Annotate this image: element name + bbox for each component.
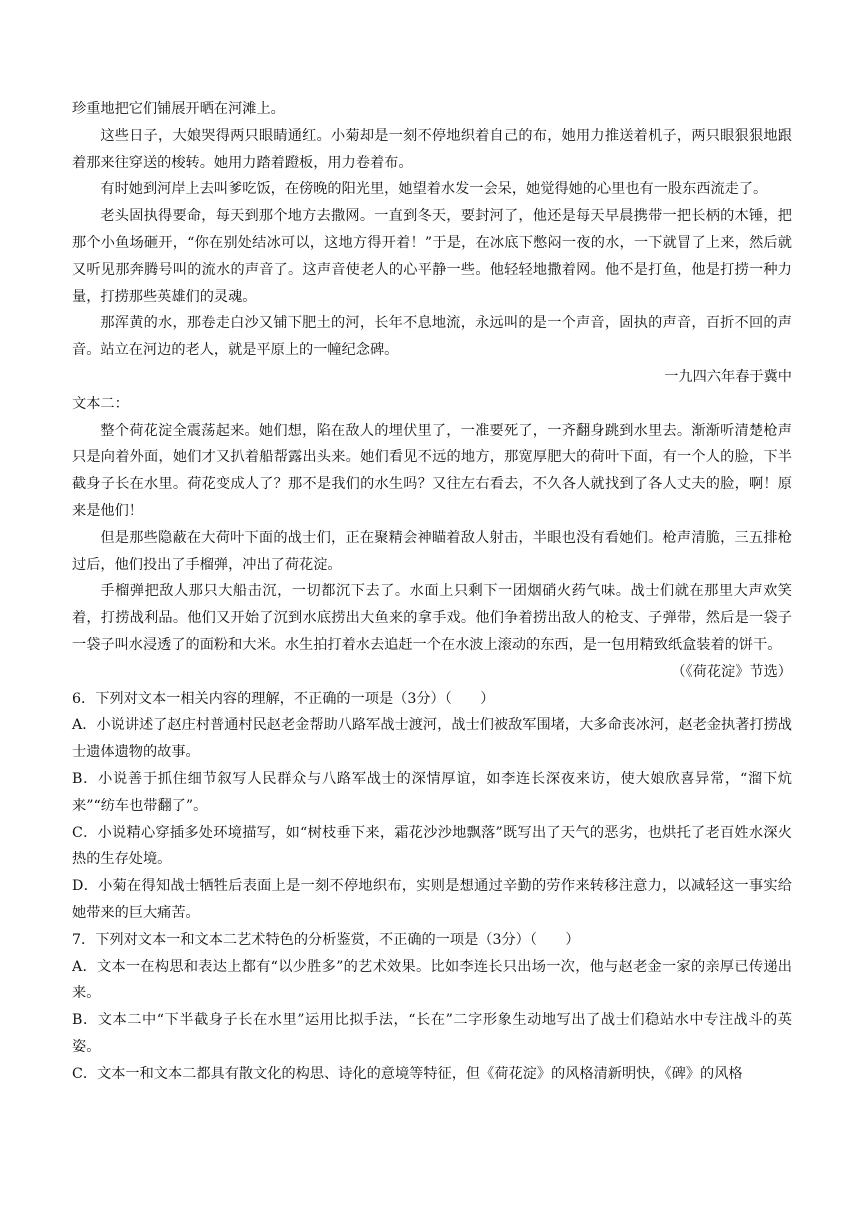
question-6-option-c: C．小说精心穿插多处环境描写，如“树枝垂下来，霜花沙沙地飘落”既写出了天气的恶劣，也烘托了老百姓水深火热的生存处境。 <box>72 824 792 868</box>
text1-paragraph-5: 那浑黄的水，那卷走白沙又铺下肥土的河，长年不息地流，永远叫的是一个声音，固执的声音，百折不回的声音。站立在河边的老人，就是平原上的一幢纪念碑。 <box>72 315 792 359</box>
text2-source: （《荷花淀》节选） <box>671 663 792 680</box>
text2-heading: 文本二： <box>72 395 129 412</box>
text2-paragraph-1: 整个荷花淀全震荡起来。她们想，陷在敌人的埋伏里了，一准要死了，一齐翻身跳到水里去。渐渐听清楚枪声只是向着外面，她们才又扒着船帮露出头来。她们看见不远的地方，那宽厚肥大的荷叶下面，有一个人的脸，下半截身子长在水里。荷花变成人了？那不是我们的水生吗？又往左右看去，不久各人就找到了各人丈夫的脸，啊！原来是他们！ <box>72 422 792 519</box>
question-7-stem: 7．下列对文本一和文本二艺术特色的分析鉴赏，不正确的一项是（3分）（ ） <box>72 931 580 948</box>
question-6-option-d: D．小菊在得知战士牺牲后表面上是一刻不停地织布，实则是想通过辛勤的劳作来转移注意力，以减轻这一事实给她带来的巨大痛苦。 <box>72 878 792 921</box>
text1-paragraph-4: 老头固执得要命，每天到那个地方去撒网。一直到冬天，要封河了，他还是每天早晨携带一把长柄的木锤，把那个小鱼场砸开，“你在别处结冰可以，这地方得开着！”于是，在冰底下憋闷一夜的水，一下就冒了上来，然后就又听见那奔腾号叫的流水的声音了。这声音使老人的心平静一些。他轻轻地撒着网。他不是打鱼，他是打捞一种力量，打捞那些英雄们的灵魂。 <box>72 208 792 305</box>
text1-paragraph-2: 这些日子，大娘哭得两只眼睛通红。小菊却是一刻不停地织着自己的布，她用力推送着机子，两只眼狠狠地跟着那来往穿送的梭转。她用力踏着蹬板，用力卷着布。 <box>72 127 792 171</box>
question-7-option-a: A．文本一在构思和表达上都有“以少胜多”的艺术效果。比如李连长只出场一次，他与赵老金一家的亲厚已传递出来。 <box>72 958 792 1002</box>
text1-paragraph-3: 有时她到河岸上去叫爹吃饭，在傍晚的阳光里，她望着水发一会呆，她觉得她的心里也有一股东西流走了。 <box>100 181 768 198</box>
question-6-option-b: B．小说善于抓住细节叙写人民群众与八路军战士的深情厚谊，如李连长深夜来访，使大娘欣喜异常，“溜下炕来”“纺车也带翻了”。 <box>72 770 792 814</box>
text1-date: 一九四六年春于冀中 <box>664 368 792 385</box>
text2-paragraph-3: 手榴弹把敌人那只大船击沉，一切都沉下去了。水面上只剩下一团烟硝火药气味。战士们就在那里大声欢笑着，打捞战利品。他们又开始了沉到水底捞出大鱼来的拿手戏。他们争着捞出敌人的枪支、子弹带，然后是一袋子一袋子叫水浸透了的面粉和大米。水生拍打着水去追赶一个在水波上滚动的东西，是一包用精致纸盒装着的饼干。 <box>72 583 792 653</box>
question-6-stem: 6．下列对文本一相关内容的理解，不正确的一项是（3分）（ ） <box>72 690 495 707</box>
question-6-option-a: A．小说讲述了赵庄村普通村民赵老金帮助八路军战士渡河，战士们被敌军围堵，大多命丧冰河，赵老金执著打捞战士遗体遗物的故事。 <box>72 717 792 761</box>
question-7-option-c: C．文本一和文本二都具有散文化的构思、诗化的意境等特征，但《荷花淀》的风格清新明快，《碑》的风格 <box>72 1065 743 1082</box>
document-page <box>72 96 792 1087</box>
text2-paragraph-2: 但是那些隐蔽在大荷叶下面的战士们，正在聚精会神瞄着敌人射击，半眼也没有看她们。枪声清脆，三五排枪过后，他们投出了手榴弹，冲出了荷花淀。 <box>72 529 792 573</box>
text1-paragraph-1: 珍重地把它们铺展开晒在河滩上。 <box>72 101 285 117</box>
question-7-option-b: B．文本二中“下半截身子长在水里”运用比拟手法，“长在”二字形象生动地写出了战士们稳站水中专注战斗的英姿。 <box>72 1012 792 1055</box>
